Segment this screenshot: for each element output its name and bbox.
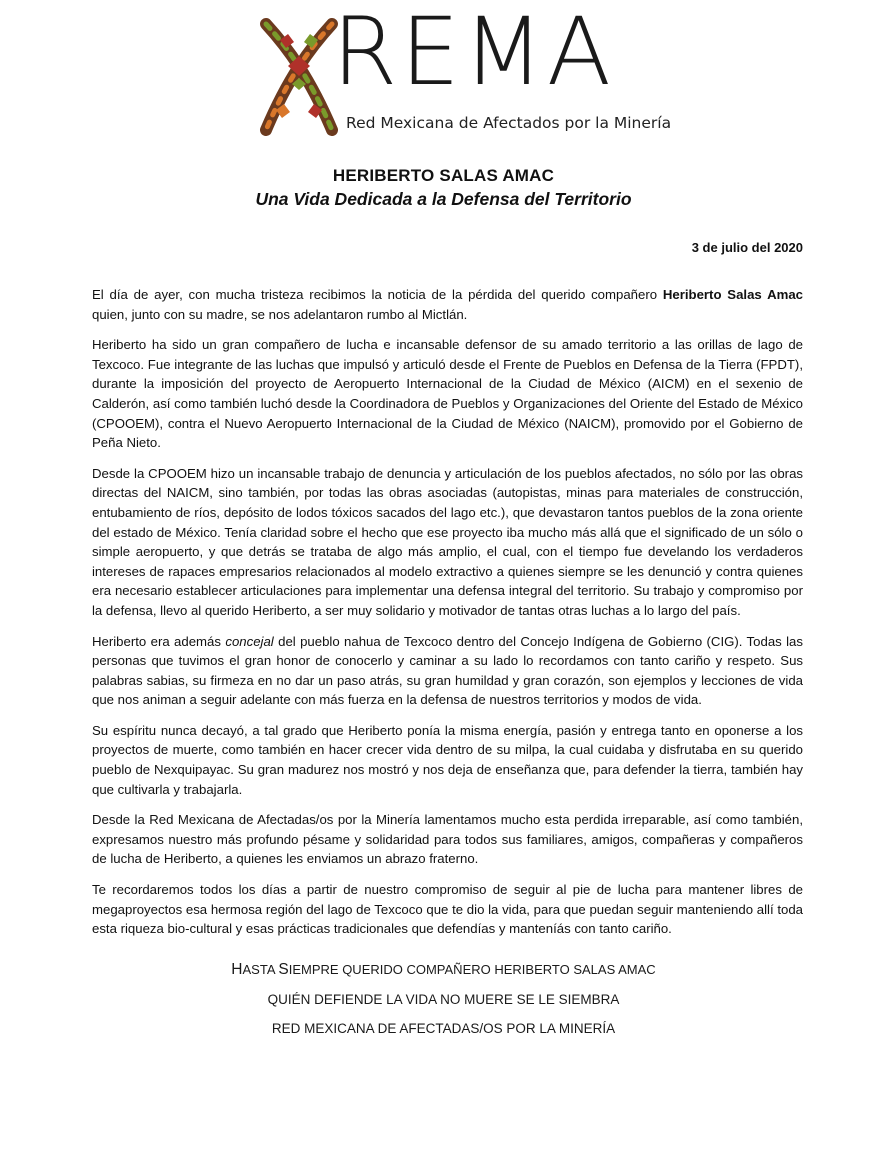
- person-name: Heriberto Salas Amac: [662, 287, 804, 302]
- logo-tagline: Red Mexicana de Afectados por la Minería: [346, 114, 672, 132]
- logo-wordmark: REMA: [332, 0, 615, 107]
- closing-smallcaps: IEMPRE QUERIDO COMPAÑERO HERIBERTO SALAS AMAC: [288, 962, 656, 977]
- paragraph-text: El día de ayer, con mucha tristeza recibimos la noticia de la pérdida del querido compañero: [92, 287, 663, 302]
- emphasis-text: concejal: [225, 633, 274, 649]
- paragraph-text: quien, junto con su madre, se nos adelantaron rumbo al Mictlán.: [92, 306, 468, 322]
- paragraph-4: [92, 632, 803, 710]
- closing-smallcaps: ASTA: [242, 962, 279, 977]
- paragraph-text: Heriberto era además: [92, 633, 226, 649]
- rema-logo: [258, 0, 672, 138]
- rema-x-emblem-icon: [258, 18, 340, 136]
- paragraph-5: Su espíritu nunca decayó, a tal grado que Heriberto ponía la misma energía, pasión y entrega tanto en oponerse a los proyectos de muerte, como también en hacer crecer vida dentro de su milpa, la cual cuidaba y disfrutaba en su querido pueblo de Nexquipayac. Su gran madurez nos mostró y nos deja de enseñanza que, para defender la tierra, también hay que cultivarla y trabajarla.: [92, 722, 803, 797]
- paragraph-text: del pueblo nahua de Texcoco dentro del Concejo Indígena de Gobierno (CIG). Todas las personas que tuvimos el gran honor de conocerlo y caminar a su lado lo recordamos con tanto cariño y respeto. Sus palabras sabias, su firmeza en no dar un paso atrás, su gran humildad y gran corazón, son ejemplos y lecciones de vida que nos animan a seguir adelante con más fuerza en la defensa de nuestros territorios y modos de vida.: [92, 633, 803, 708]
- page-subtitle: Una Vida Dedicada a la Defensa del Territorio: [255, 189, 632, 209]
- page-title: HERIBERTO SALAS AMAC: [332, 166, 555, 185]
- paragraph-2: Heriberto ha sido un gran compañero de lucha e incansable defensor de su amado territorio a las orillas de lago de Texcoco. Fue integrante de las luchas que impulsó y articuló desde el Frente de Pueblos en Defensa de la Tierra (FPDT), durante la imposición del proyecto de Aeropuerto Internacional de la Ciudad de México (AICM) en el sexenio de Calderón, así como también luchó desde la Coordinadora de Pueblos y Organizaciones del Oriente del Estado de México (CPOOEM), contra el Nuevo Aeropuerto Internacional de la Ciudad de México (NAICM), promovido por el Gobierno de Peña Nieto.: [92, 337, 803, 451]
- closing-line-1: [0, 961, 887, 979]
- closing-initial: H: [231, 961, 243, 978]
- closing-initial: S: [278, 961, 289, 978]
- paragraph-1: [92, 285, 803, 324]
- document-date: 3 de julio del 2020: [691, 240, 803, 255]
- closing-line-3: RED MEXICANA DE AFECTADAS/OS POR LA MINERÍA: [271, 1021, 616, 1036]
- closing-line-2: QUIÉN DEFIENDE LA VIDA NO MUERE SE LE SIEMBRA: [267, 992, 620, 1007]
- document-body: [92, 285, 803, 950]
- paragraph-7: Te recordaremos todos los días a partir de nuestro compromiso de seguir al pie de lucha para mantener libres de megaproyectos esa hermosa región del lago de Texcoco que te dio la vida, para que puedan seguir manteniendo allí toda esta riqueza bio-cultural y esas prácticas tradicionales que defendías y manteníás con tanto cariño.: [92, 882, 803, 937]
- paragraph-6: Desde la Red Mexicana de Afectadas/os por la Minería lamentamos mucho esta perdida irreparable, así como también, expresamos nuestro más profundo pésame y solidaridad para todos sus familiares, amigos, compañeras y compañeros de lucha de Heriberto, a quienes les enviamos un abrazo fraterno.: [92, 812, 803, 867]
- paragraph-3: Desde la CPOOEM hizo un incansable trabajo de denuncia y articulación de los pueblos afectados, no sólo por las obras directas del NAICM, sino también, por todas las obras asociadas (autopistas, minas para materiales de construcción, entubamiento de ríos, depósito de lodos tóxicos sacados del lago etc.), que devastaron tantos pueblos de la zona oriente del estado de México. Tenía claridad sobre el hecho que ese proyecto iba mucho más allá que el significado de un sólo o simple aeropuerto, y que detrás se trataba de algo más amplio, el cual, con el tiempo fue develando los verdaderos intereses de rapaces empresarios relacionados al modelo extractivo a quienes siempre se les denunció y contra quienes era necesario establecer articulaciones para implementar una defensa integral del territorio. Su trabajo y compromiso por la defensa, llevo al querido Heriberto, a ser muy solidario y motivador de tantas otras luchas a lo largo del país.: [92, 465, 803, 618]
